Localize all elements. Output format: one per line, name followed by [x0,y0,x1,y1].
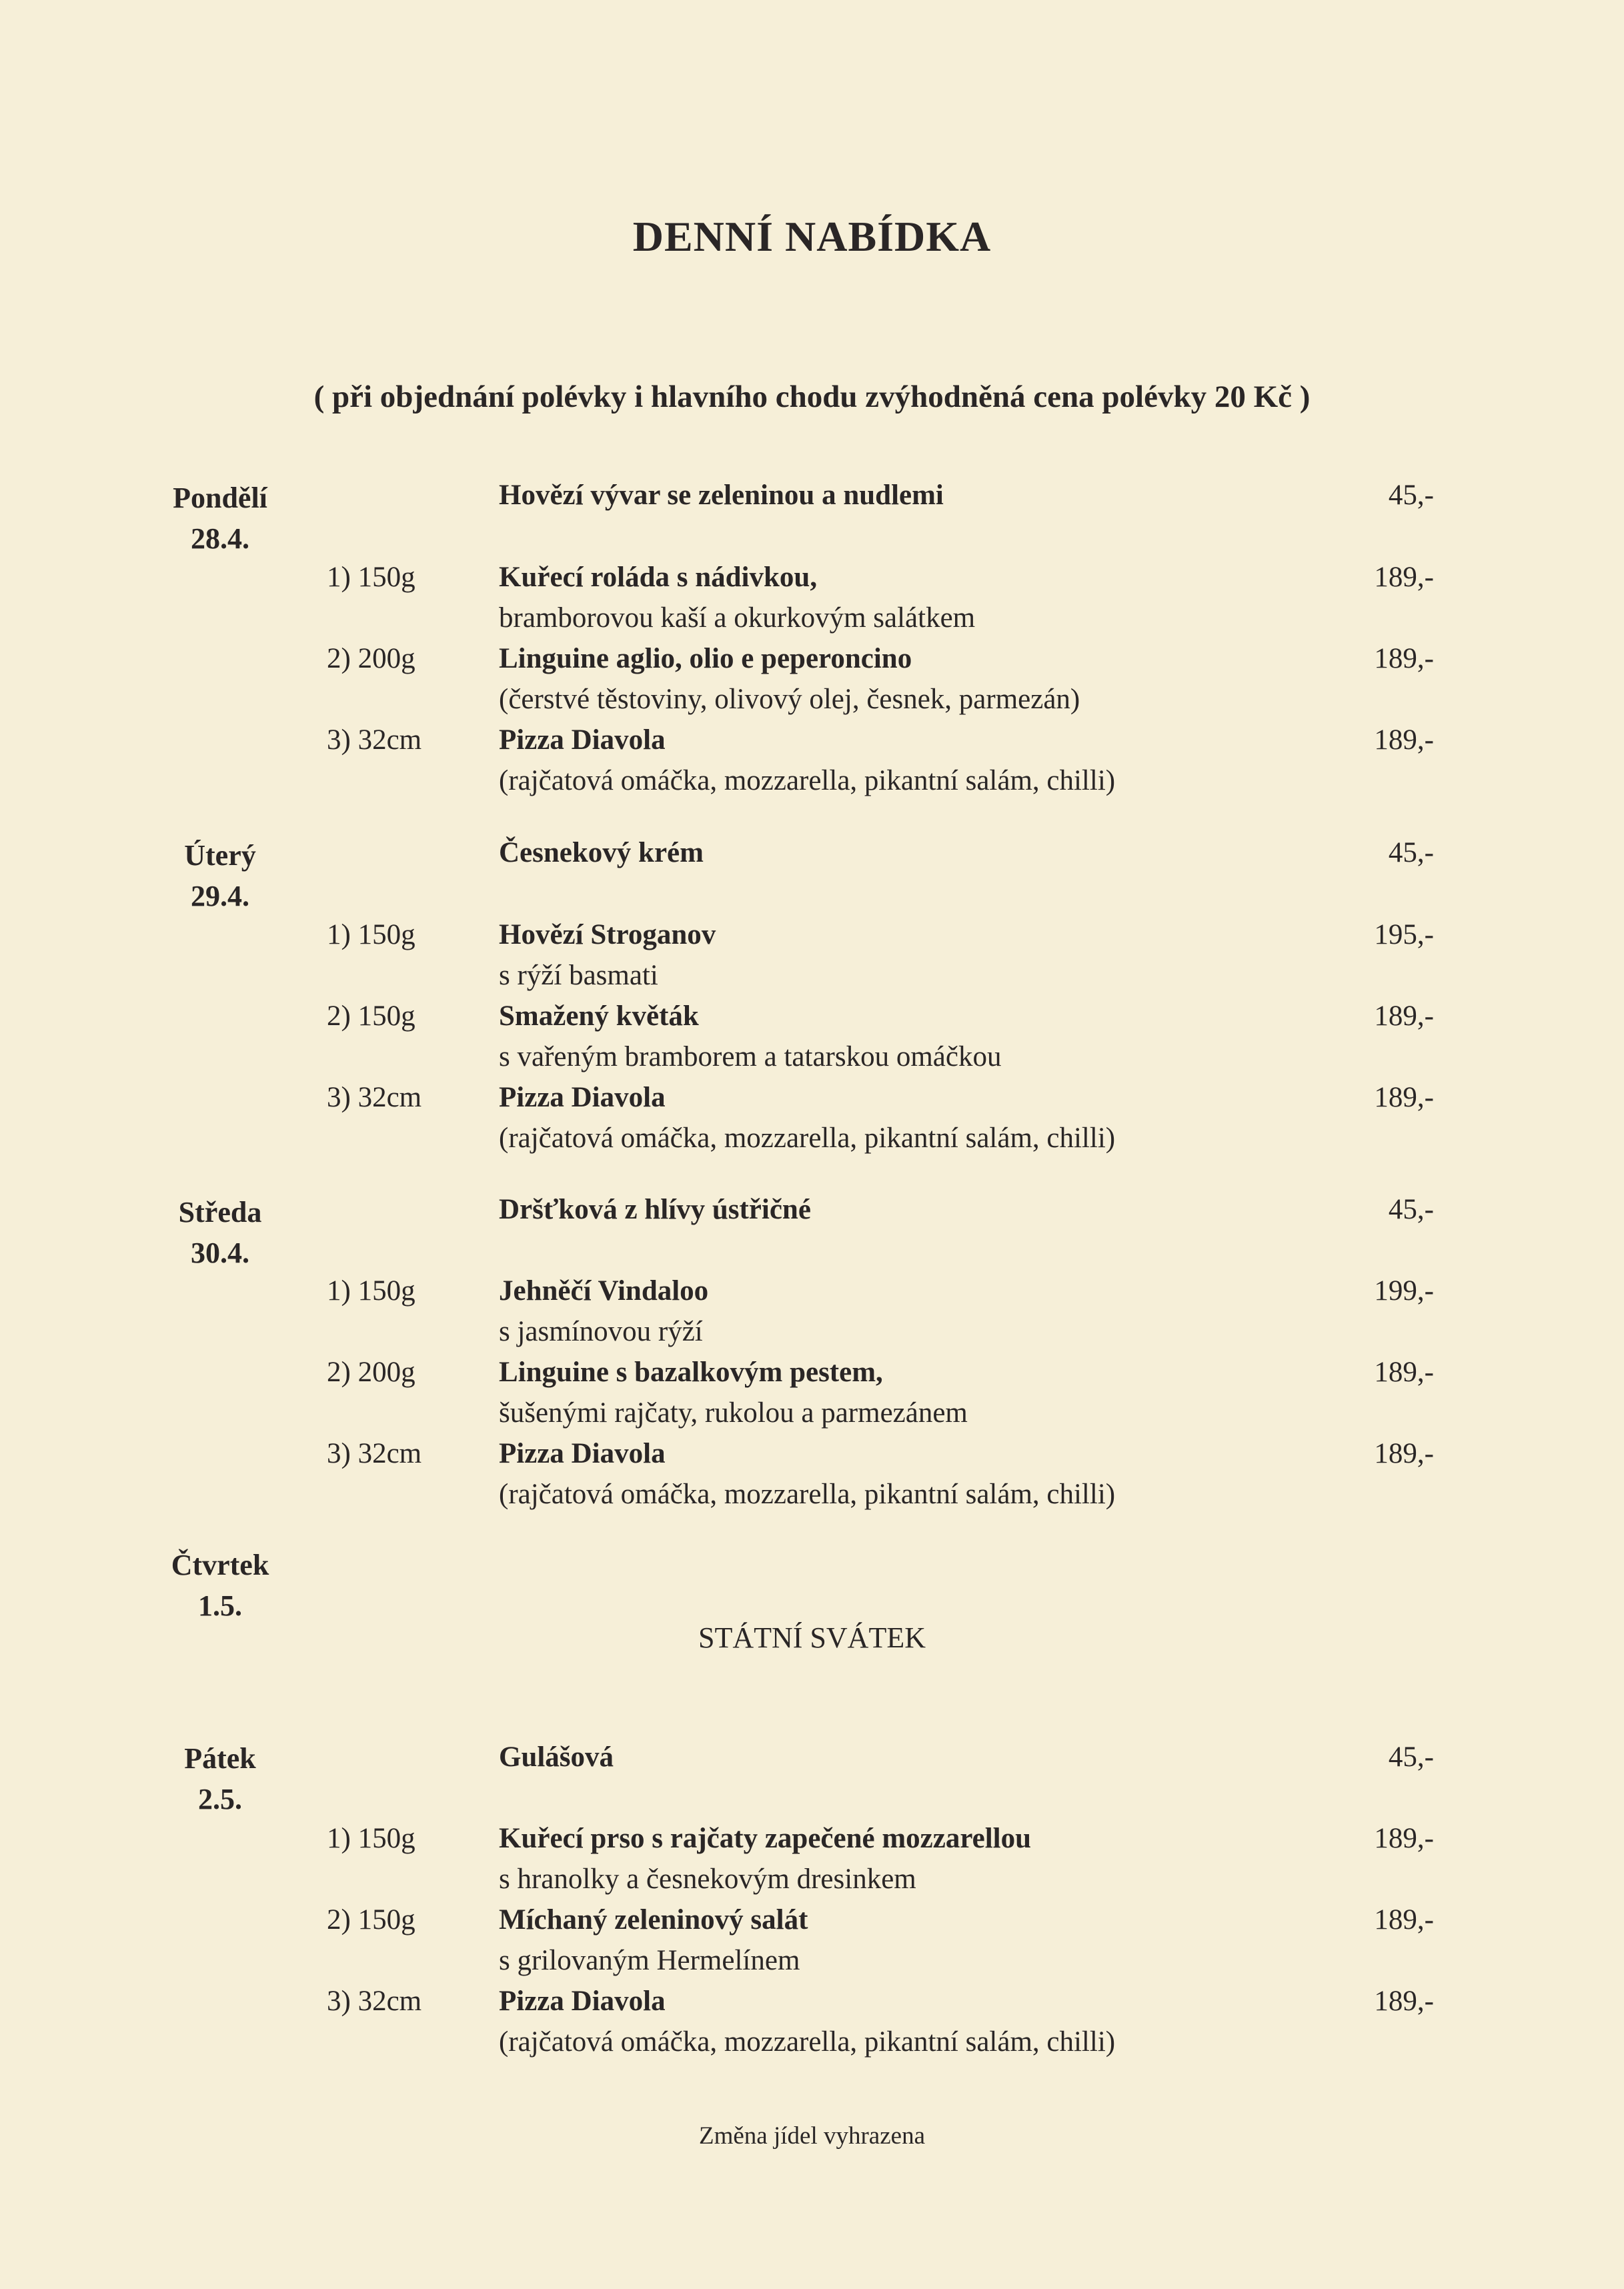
main-price: 189,- [1374,1357,1434,1388]
main-number: 3) 32cm [327,1986,422,2017]
main-price: 189,- [1374,1082,1434,1113]
main-name: Hovězí Stroganov [499,919,716,950]
footer-note: Změna jídel vyhrazena [699,2122,925,2150]
main-price: 189,- [1374,1904,1434,1936]
main-number: 2) 200g [327,643,416,674]
soup-name: Hovězí vývar se zeleninou a nudlemi [499,480,944,511]
day-name-thursday: Čtvrtek [171,1549,269,1581]
main-price: 189,- [1374,562,1434,593]
main-number: 3) 32cm [327,1082,422,1113]
main-price: 189,- [1374,1986,1434,2017]
soup-name: Česnekový krém [499,837,704,868]
main-price: 189,- [1374,643,1434,674]
main-desc: (rajčatová omáčka, mozzarella, pikantní salám, chilli) [499,1122,1116,1154]
main-desc: s rýží basmati [499,960,658,991]
soup-price: 45,- [1388,1194,1434,1225]
main-desc: s vařeným bramborem a tatarskou omáčkou [499,1041,1002,1072]
day-name-friday: Pátek [184,1742,256,1775]
main-name: Pizza Diavola [499,1986,666,2017]
main-name: Linguine s bazalkovým pestem, [499,1357,883,1388]
main-name: Linguine aglio, olio e peperoncino [499,643,912,674]
main-name: Míchaný zeleninový salát [499,1904,808,1936]
soup-discount-note: ( při objednání polévky i hlavního chodu zvýhodněná cena polévky 20 Kč ) [313,379,1311,414]
soup-price: 45,- [1388,480,1434,511]
main-price: 195,- [1374,919,1434,950]
main-number: 1) 150g [327,919,416,950]
day-date-tuesday: 29.4. [191,880,249,912]
main-name: Kuřecí roláda s nádivkou, [499,562,818,593]
day-date-friday: 2.5. [198,1783,242,1815]
day-date-monday: 28.4. [191,522,249,555]
main-desc: s jasmínovou rýží [499,1316,703,1347]
main-desc: (rajčatová omáčka, mozzarella, pikantní salám, chilli) [499,765,1116,796]
day-name-monday: Pondělí [173,482,267,514]
main-number: 2) 200g [327,1357,416,1388]
main-desc: bramborovou kaší a okurkovým salátkem [499,602,976,634]
main-desc: s grilovaným Hermelínem [499,1945,800,1976]
main-price: 189,- [1374,1438,1434,1469]
soup-name: Gulášová [499,1741,614,1773]
soup-name: Dršťková z hlívy ústřičné [499,1194,811,1225]
main-desc: (rajčatová omáčka, mozzarella, pikantní salám, chilli) [499,1479,1116,1510]
main-price: 189,- [1374,1823,1434,1854]
main-name: Pizza Diavola [499,724,666,756]
main-price: 199,- [1374,1275,1434,1307]
main-name: Kuřecí prso s rajčaty zapečené mozzarellou [499,1823,1032,1854]
holiday-notice: STÁTNÍ SVÁTEK [698,1621,926,1654]
soup-price: 45,- [1388,837,1434,868]
main-price: 189,- [1374,1000,1434,1032]
main-desc: (rajčatová omáčka, mozzarella, pikantní salám, chilli) [499,2026,1116,2058]
main-number: 3) 32cm [327,724,422,756]
day-name-tuesday: Úterý [184,839,256,872]
main-name: Smažený květák [499,1000,699,1032]
main-name: Jehněčí Vindaloo [499,1275,709,1307]
day-name-wednesday: Středa [178,1196,262,1229]
main-number: 2) 150g [327,1000,416,1032]
day-date-wednesday: 30.4. [191,1237,249,1269]
day-date-thursday: 1.5. [198,1589,242,1622]
page-title: DENNÍ NABÍDKA [632,213,992,260]
main-name: Pizza Diavola [499,1438,666,1469]
main-name: Pizza Diavola [499,1082,666,1113]
main-desc: šušenými rajčaty, rukolou a parmezánem [499,1397,968,1429]
main-price: 189,- [1374,724,1434,756]
main-number: 1) 150g [327,1275,416,1307]
soup-price: 45,- [1388,1741,1434,1773]
main-number: 1) 150g [327,562,416,593]
main-desc: (čerstvé těstoviny, olivový olej, česnek, parmezán) [499,684,1080,715]
main-number: 3) 32cm [327,1438,422,1469]
main-number: 1) 150g [327,1823,416,1854]
main-number: 2) 150g [327,1904,416,1936]
main-desc: s hranolky a česnekovým dresinkem [499,1863,916,1895]
